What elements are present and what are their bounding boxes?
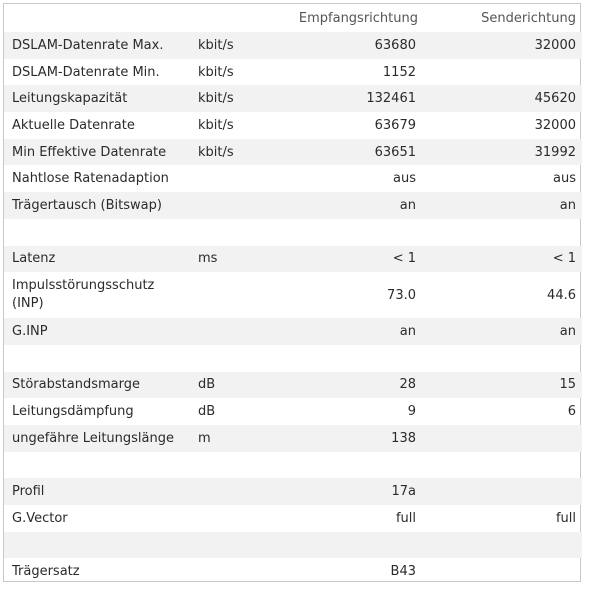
header-empfangsrichtung: Empfangsrichtung [298, 10, 418, 26]
row-unit [194, 345, 264, 372]
row-label: ungefähre Leitungslänge [12, 430, 174, 446]
row-unit [194, 532, 264, 559]
row-down-value: B43 [390, 564, 416, 580]
row-up-value: 6 [567, 404, 576, 420]
row-up-value [424, 219, 582, 246]
table-row [4, 318, 582, 345]
table-row [4, 139, 582, 166]
row-unit: kbit/s [198, 91, 234, 107]
row-unit: kbit/s [198, 117, 234, 133]
row-up-value: 31992 [534, 144, 576, 160]
row-unit: kbit/s [198, 64, 234, 80]
table-row [4, 246, 582, 273]
row-up-value [424, 425, 582, 452]
header-label [4, 4, 194, 32]
dsl-info-table [4, 4, 582, 585]
row-down-value: < 1 [392, 251, 416, 267]
table-row [4, 272, 582, 318]
row-down-value: an [399, 197, 416, 213]
row-unit [194, 165, 264, 192]
row-down-value: 132461 [366, 91, 416, 107]
row-label: Leitungsdämpfung [12, 404, 134, 420]
row-label: Trägersatz [12, 564, 80, 580]
row-unit [194, 478, 264, 505]
row-unit: kbit/s [198, 37, 234, 53]
row-label: Profil [12, 484, 45, 500]
row-label: Trägertausch (Bitswap) [12, 197, 162, 213]
row-unit [194, 219, 264, 246]
row-down-value: 9 [407, 404, 416, 420]
table-row [4, 165, 582, 192]
row-label [4, 532, 194, 559]
row-label: Leitungskapazität [12, 91, 128, 107]
row-down-value: 73.0 [387, 287, 416, 303]
row-unit [194, 505, 264, 532]
row-up-value [424, 452, 582, 479]
row-unit [194, 272, 264, 318]
row-label: DSLAM-Datenrate Min. [12, 64, 160, 80]
row-down-value: 1152 [382, 64, 416, 80]
row-down-value: aus [393, 171, 416, 187]
spacer-row [4, 345, 582, 372]
row-up-value: an [559, 324, 576, 340]
row-label [4, 452, 194, 479]
spacer-row [4, 452, 582, 479]
dsl-info-panel [3, 3, 581, 582]
row-down-value: full [395, 510, 416, 526]
row-label [4, 345, 194, 372]
table-row [4, 478, 582, 505]
row-label: G.Vector [12, 510, 68, 526]
row-up-value: 32000 [534, 37, 576, 53]
row-down-value: an [399, 324, 416, 340]
table-row [4, 558, 582, 585]
row-down-value: 63679 [374, 117, 416, 133]
row-up-value: an [559, 197, 576, 213]
row-label: Störabstandsmarge [12, 377, 140, 393]
row-unit [194, 452, 264, 479]
row-label: Impulsstörungsschutz (INP) [12, 278, 155, 312]
spacer-row [4, 532, 582, 559]
row-up-value: full [555, 510, 576, 526]
row-label: Nahtlose Ratenadaption [12, 171, 169, 187]
row-up-value: aus [553, 171, 576, 187]
header-senderichtung: Senderichtung [481, 10, 576, 26]
row-label [4, 219, 194, 246]
row-unit: kbit/s [198, 144, 234, 160]
row-unit: dB [198, 404, 216, 420]
table-row [4, 425, 582, 452]
row-unit: dB [198, 377, 216, 393]
table-row [4, 505, 582, 532]
row-label: G.INP [12, 324, 48, 340]
table-row [4, 59, 582, 86]
row-down-value: 63680 [374, 37, 416, 53]
row-down-value: 63651 [374, 144, 416, 160]
table-row [4, 32, 582, 59]
row-down-value: 17a [391, 484, 416, 500]
row-up-value [424, 532, 582, 559]
row-up-value [424, 345, 582, 372]
table-row [4, 112, 582, 139]
table-row [4, 85, 582, 112]
row-down-value [264, 345, 424, 372]
table-row [4, 372, 582, 399]
row-unit: ms [198, 251, 218, 267]
spacer-row [4, 219, 582, 246]
row-unit [194, 192, 264, 219]
row-up-value [424, 59, 582, 86]
row-down-value [264, 532, 424, 559]
row-label: DSLAM-Datenrate Max. [12, 37, 164, 53]
row-down-value: 28 [399, 377, 416, 393]
table-header-row [4, 4, 582, 32]
row-unit: m [198, 430, 211, 446]
header-unit [194, 4, 264, 32]
row-up-value: 44.6 [547, 287, 576, 303]
row-unit [194, 318, 264, 345]
row-down-value [264, 219, 424, 246]
table-row [4, 192, 582, 219]
row-up-value: < 1 [552, 251, 576, 267]
row-down-value: 138 [391, 430, 416, 446]
row-up-value: 32000 [534, 117, 576, 133]
row-up-value: 15 [559, 377, 576, 393]
table-row [4, 398, 582, 425]
row-up-value [424, 478, 582, 505]
row-label: Latenz [12, 251, 56, 267]
row-up-value [424, 558, 582, 585]
row-up-value: 45620 [534, 91, 576, 107]
row-down-value [264, 452, 424, 479]
row-unit [194, 558, 264, 585]
row-label: Aktuelle Datenrate [12, 117, 135, 133]
row-label: Min Effektive Datenrate [12, 144, 167, 160]
